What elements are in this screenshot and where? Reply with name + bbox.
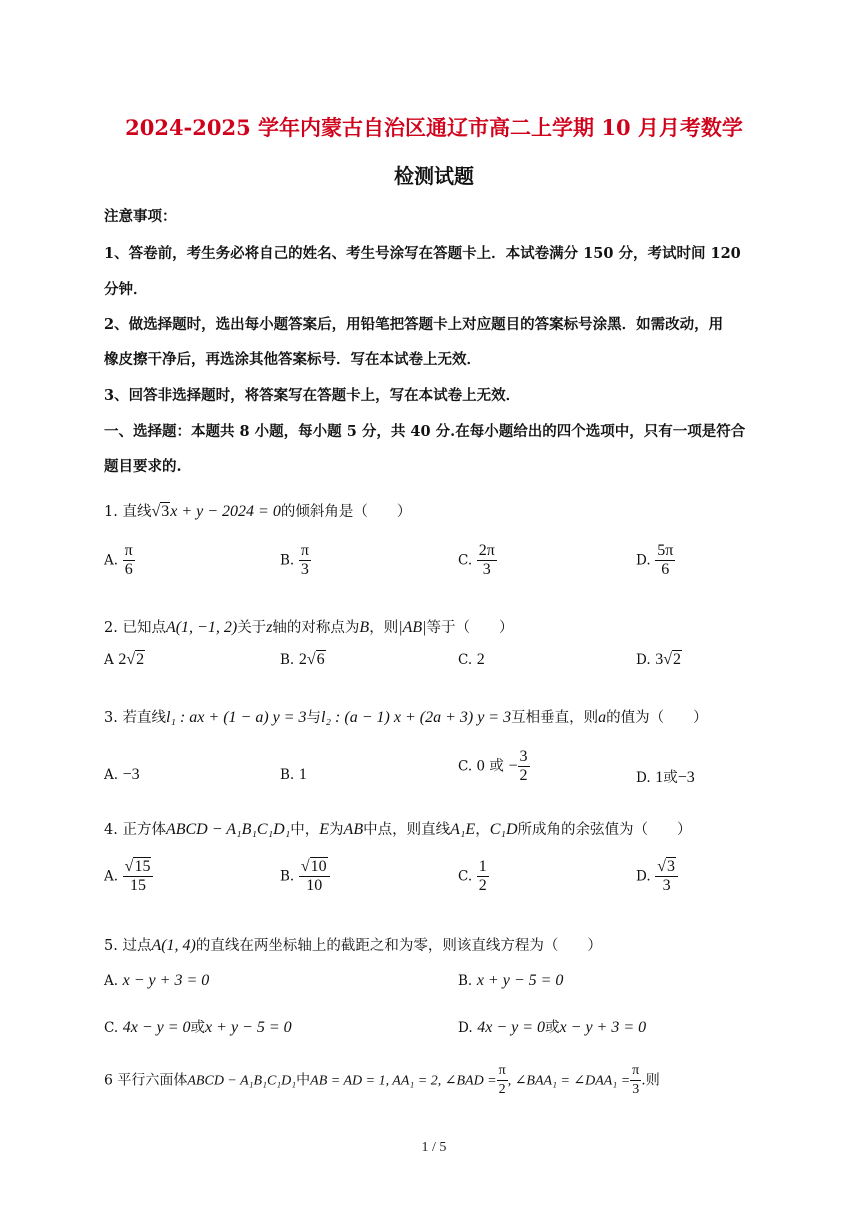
question-1-equation: x + y − 2024 = 0 [170, 503, 281, 520]
line-l2-equation: l₂ : (a − 1) x + (2a + 3) y = 3 [321, 709, 512, 726]
question-4-option-d[interactable]: D. $\frac{√3}{3}$ [636, 858, 678, 895]
question-5-options-row2 [104, 1016, 764, 1064]
question-1-options [104, 542, 764, 590]
question-2: 2. 已知点A(1, −1, 2)关于z轴的对称点为B，则|AB|等于（ ） [104, 619, 514, 636]
question-4-option-b[interactable]: B. $\frac{√10}{10}$ [280, 858, 330, 895]
question-5-option-a[interactable]: A. x − y + 3 = 0 [104, 972, 210, 989]
question-4: 4. 正方体ABCD − A₁B₁C₁D₁中，E为AB中点，则直线A₁E，C₁D所成角的余弦值为（ ） [104, 821, 692, 838]
question-2-options [104, 651, 764, 699]
line-l1-equation: l₁ : ax + (1 − a) y = 3 [165, 709, 307, 726]
document-title: 2024-2025 学年内蒙古自治区通辽市高二上学期 10 月月考数学 [125, 115, 743, 140]
question-1-option-b[interactable]: B. $\frac{\pi}{3}$ [280, 542, 309, 578]
notice-item-1-cont: 分钟． [104, 281, 148, 298]
question-3-options [104, 748, 764, 796]
question-3-option-b[interactable]: B. 1 [280, 766, 307, 783]
question-5-option-b[interactable]: B. x + y − 5 = 0 [458, 972, 564, 989]
question-2-option-a[interactable]: A 2√2 [104, 651, 145, 668]
question-1-prefix: 1. 直线 [104, 504, 152, 520]
notice-item-2: 2、做选择题时，选出每小题答案后，用铅笔把答题卡上对应题目的答案标号涂黑．如需改动，用 [104, 316, 724, 333]
point-a: A(1, 4) [151, 937, 196, 954]
distance-ab: |AB| [398, 619, 427, 636]
question-4-options [104, 858, 764, 906]
sqrt-symbol: √3 [151, 503, 170, 520]
question-5-options-row1 [104, 972, 764, 1020]
cube-name: ABCD − A₁B₁C₁D₁ [165, 821, 291, 838]
question-2-option-d[interactable]: D. 3√2 [636, 651, 682, 668]
question-1-option-d[interactable]: D. $\frac{5\pi}{6}$ [636, 542, 674, 578]
notice-item-3: 3、回答非选择题时，将答案写在答题卡上，写在本试卷上无效． [104, 387, 521, 404]
section-heading-cont: 题目要求的. [104, 458, 182, 475]
document-subtitle: 检测试题 [394, 164, 474, 188]
question-3-option-d[interactable]: D. 1或−3 [636, 769, 695, 786]
point-a: A(1, −1, 2) [165, 619, 238, 636]
question-5-option-c[interactable]: C. 4x − y = 0或x + y − 5 = 0 [104, 1019, 292, 1036]
question-1-option-a[interactable]: A. $\frac{\pi}{6}$ [104, 542, 133, 578]
question-2-option-b[interactable]: B. 2√6 [280, 651, 325, 668]
question-6: 6 平行六面体ABCD − A₁B₁C₁D₁中AB = AD = 1, AA₁ = 2, ∠BAD = $\frac{\pi}{2}$ , ∠BAA₁ = ∠DAA₁ = $\frac{\pi}{3}$ .则 [104, 1063, 660, 1097]
question-4-option-a[interactable]: A. $\frac{√15}{15}$ [104, 858, 153, 895]
question-3-option-a[interactable]: A. −3 [104, 766, 140, 783]
notice-item-2-cont: 橡皮擦干净后，再选涂其他答案标号．写在本试卷上无效． [104, 351, 481, 368]
question-5-option-d[interactable]: D. 4x − y = 0或x − y + 3 = 0 [458, 1019, 647, 1036]
question-4-option-c[interactable]: C. $\frac{1}{2}$ [458, 858, 487, 894]
question-2-option-c[interactable]: C. 2 [458, 651, 485, 668]
question-3: 3. 若直线l₁ : ax + (1 − a) y = 3与l₂ : (a − 1) x + (2a + 3) y = 3互相垂直，则a的值为（ ） [104, 709, 708, 726]
question-1 [104, 500, 411, 521]
notice-heading: 注意事项： [104, 208, 177, 225]
question-1-suffix: 的倾斜角是（ ） [280, 504, 412, 520]
page-number: 1 / 5 [421, 1140, 447, 1155]
question-1-option-c[interactable]: C. $\frac{2\pi}{3}$ [458, 542, 495, 578]
section-heading: 一、选择题：本题共 8 小题，每小题 5 分，共 40 分.在每小题给出的四个选项中，只有一项是符合 [104, 423, 746, 440]
question-3-option-c[interactable]: C. 0 或 − $\frac{3}{2}$ [458, 748, 528, 784]
notice-item-1: 1、答卷前，考生务必将自己的姓名、考生号涂写在答题卡上．本试卷满分 150 分，考试时间 120 [104, 245, 741, 262]
question-5: 5. 过点A(1, 4)的直线在两坐标轴上的截距之和为零，则该直线方程为（ ） [104, 937, 602, 954]
